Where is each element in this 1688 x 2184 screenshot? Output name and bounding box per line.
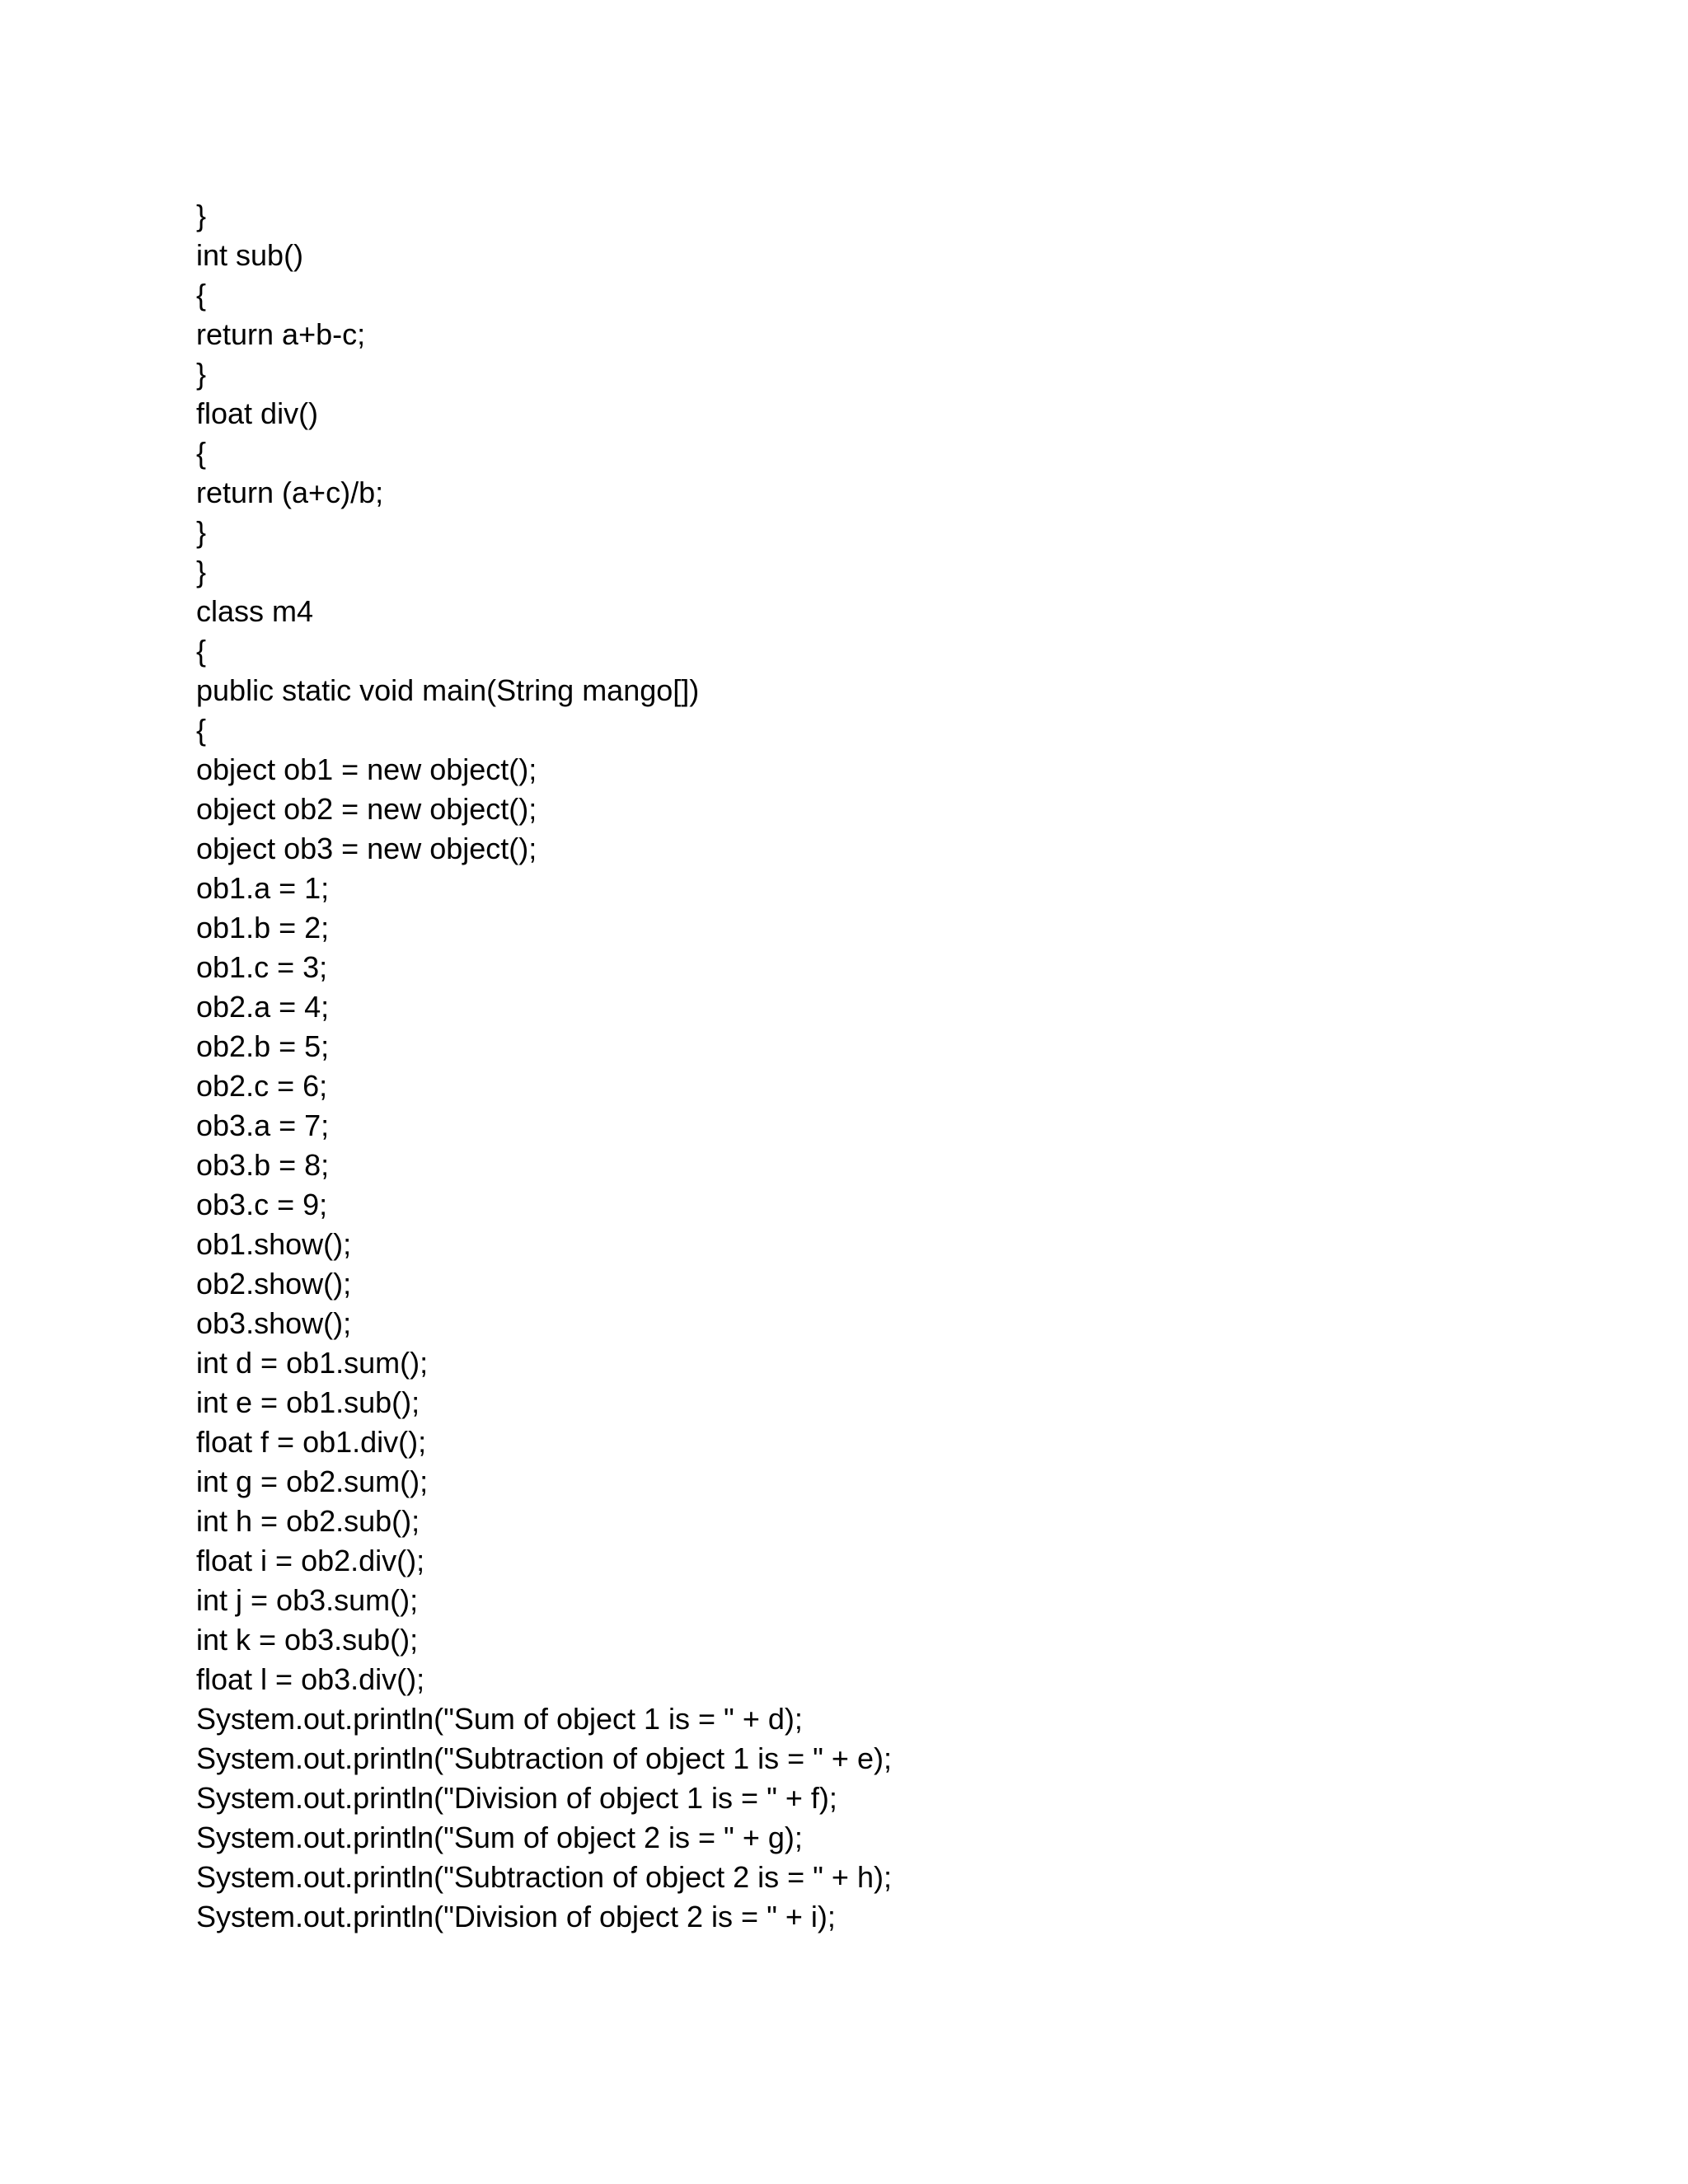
code-line: ob1.b = 2; (196, 911, 330, 944)
code-line: System.out.println("Division of object 1 is = " + f); (196, 1781, 837, 1815)
code-listing (196, 196, 1597, 1937)
code-line: public static void main(String mango[]) (196, 673, 700, 707)
code-line: } (196, 555, 207, 588)
code-line: ob2.c = 6; (196, 1069, 328, 1103)
code-line: object ob1 = new object(); (196, 752, 537, 786)
code-line: { (196, 436, 207, 470)
code-line: float f = ob1.div(); (196, 1425, 427, 1459)
code-line: ob3.show(); (196, 1306, 352, 1340)
code-line: float i = ob2.div(); (196, 1544, 425, 1577)
code-line: int sub() (196, 238, 304, 272)
code-line: ob1.show(); (196, 1227, 352, 1261)
code-line: int h = ob2.sub(); (196, 1504, 420, 1538)
code-line: int e = ob1.sub(); (196, 1385, 420, 1419)
code-line: ob1.a = 1; (196, 871, 330, 905)
code-line: class m4 (196, 594, 314, 628)
code-line: int d = ob1.sum(); (196, 1346, 429, 1380)
code-line: int k = ob3.sub(); (196, 1623, 419, 1657)
code-line: ob2.b = 5; (196, 1029, 330, 1063)
code-line: return (a+c)/b; (196, 476, 384, 509)
code-line: ob1.c = 3; (196, 950, 328, 984)
code-line: ob3.c = 9; (196, 1188, 328, 1221)
code-line: System.out.println("Subtraction of object 1 is = " + e); (196, 1741, 892, 1775)
code-line: return a+b-c; (196, 317, 366, 351)
code-line: { (196, 634, 207, 668)
code-line: System.out.println("Division of object 2 is = " + i); (196, 1900, 836, 1933)
code-line: ob3.a = 7; (196, 1108, 330, 1142)
code-line: { (196, 278, 207, 312)
code-line: ob2.a = 4; (196, 990, 330, 1024)
code-line: object ob3 = new object(); (196, 832, 537, 865)
code-line: object ob2 = new object(); (196, 792, 537, 826)
code-line: System.out.println("Sum of object 2 is = " + g); (196, 1821, 803, 1854)
code-line: System.out.println("Subtraction of object 2 is = " + h); (196, 1860, 892, 1894)
code-line: ob3.b = 8; (196, 1148, 330, 1182)
code-line: { (196, 713, 207, 747)
code-line: int g = ob2.sum(); (196, 1465, 429, 1498)
code-line: int j = ob3.sum(); (196, 1583, 419, 1617)
code-line: float div() (196, 396, 319, 430)
code-line: } (196, 357, 207, 391)
code-line: } (196, 199, 207, 232)
code-line: ob2.show(); (196, 1267, 352, 1301)
code-line: float l = ob3.div(); (196, 1662, 425, 1696)
code-line: System.out.println("Sum of object 1 is = " + d); (196, 1702, 803, 1736)
code-line: } (196, 515, 207, 549)
